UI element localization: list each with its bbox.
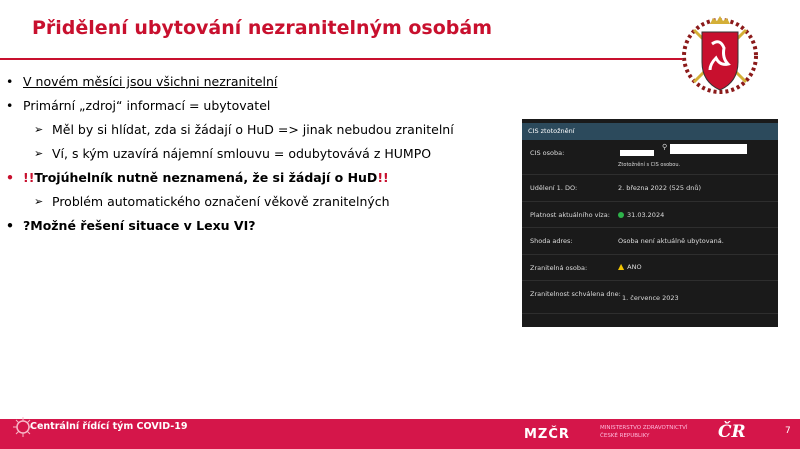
cis-input-small[interactable] (620, 150, 654, 156)
field-value-wrap (618, 262, 642, 271)
bullet-list (6, 72, 506, 240)
bullet-text: ?Možné řešení situace v Lexu VI? (23, 218, 256, 233)
bullet-item (6, 216, 506, 240)
bullet-text: Měl by si hlídat, zda si žádají o HuD => jinak nebudou zranitelní (52, 122, 454, 137)
emphasis-prefix: !! (23, 170, 35, 185)
field-label: Shoda adres: (530, 237, 573, 245)
bullet-marker: • (6, 218, 14, 233)
ministry-name (600, 424, 688, 440)
bullet-marker: • (6, 74, 14, 89)
bullet-text: V novém měsíci jsou všichni nezranitelní (23, 74, 278, 89)
sub-bullet-item (6, 192, 506, 216)
panel-row-cis (522, 140, 778, 175)
bullet-text: Problém automatického označení věkově zranitelných (52, 194, 390, 209)
field-label: Zranitelnost schválena dne: (530, 290, 621, 298)
field-label: CIS osoba: (530, 149, 565, 157)
footer-bar (0, 419, 800, 449)
coat-of-arms-icon (680, 10, 760, 102)
field-value: 1. července 2023 (622, 294, 679, 302)
footer-team-name: Centrální řídící tým COVID-19 (30, 421, 188, 432)
status-ok-icon (618, 212, 624, 218)
warning-icon: ▲ (618, 261, 625, 271)
arrow-bullet-icon: ➢ (34, 195, 44, 208)
ministry-line: MINISTERSTVO ZDRAVOTNICTVÍ (600, 425, 688, 431)
cis-screenshot-panel (522, 119, 778, 327)
ministry-logo: MZČR (524, 427, 570, 442)
panel-header: CIS ztotožnění (522, 123, 778, 140)
field-label: Zranitelná osoba: (530, 263, 588, 272)
field-value: Osoba není aktuálně ubytovaná. (618, 237, 724, 245)
arrow-bullet-icon: ➢ (34, 147, 44, 160)
field-value: 2. března 2022 (525 dnů) (618, 184, 702, 192)
field-label: Platnost aktuálního víza: (530, 210, 610, 219)
search-icon[interactable]: ⚲ (662, 143, 668, 151)
panel-row (522, 255, 778, 282)
ministry-line: ČESKÉ REPUBLIKY (600, 433, 650, 439)
bullet-text: Primární „zdroj“ informací = ubytovatel (23, 98, 271, 113)
sub-bullet-item (6, 144, 506, 168)
cis-note: Ztotožnění s CIS osobou. (618, 162, 681, 168)
bullet-item (6, 72, 506, 96)
sub-bullet-item (6, 120, 506, 144)
panel-row (522, 175, 778, 202)
field-label: Udělení 1. DO: (530, 184, 578, 192)
cis-search-input[interactable] (670, 144, 747, 154)
bullet-text: Ví, s kým uzavírá nájemní smlouvu = odubytovává z HUMPO (52, 146, 432, 161)
cr-logo: ČR (718, 422, 746, 442)
emphasis-suffix: !! (377, 170, 389, 185)
page-number: 7 (785, 426, 791, 436)
arrow-bullet-icon: ➢ (34, 123, 44, 136)
panel-row (522, 202, 778, 229)
field-value-wrap (618, 211, 664, 219)
bullet-item (6, 168, 506, 192)
bullet-text: Trojúhelník nutně neznamená, že si žádají o HuD (34, 170, 378, 185)
field-value: ANO (627, 262, 642, 271)
slide-title: Přidělení ubytování nezranitelným osobám (32, 17, 492, 39)
bullet-item (6, 96, 506, 120)
bullet-marker: • (6, 170, 14, 185)
title-divider (0, 58, 682, 60)
panel-row (522, 281, 778, 314)
field-value: 31.03.2024 (627, 210, 665, 219)
panel-row (522, 228, 778, 255)
bullet-marker: • (6, 98, 14, 113)
